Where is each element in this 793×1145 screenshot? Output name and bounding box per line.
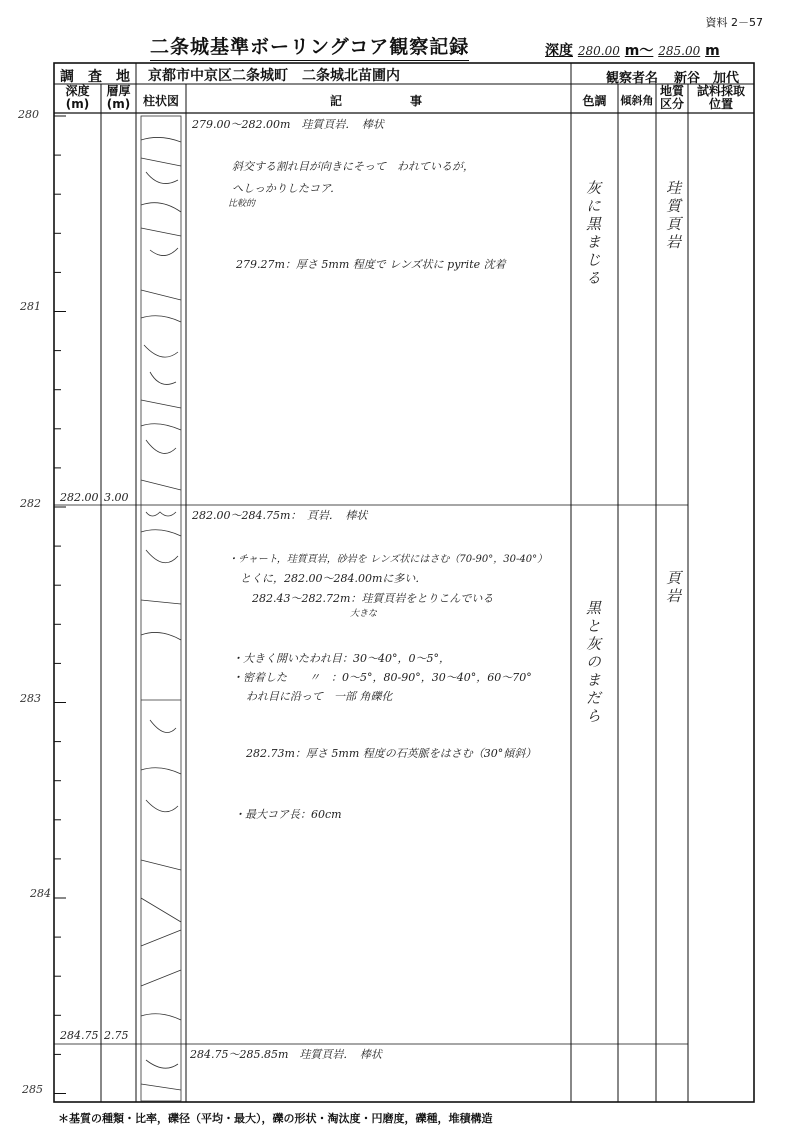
document-reference: 資料 2－57: [705, 16, 763, 29]
depth-range-from: 280.00: [577, 44, 620, 58]
note-line: 279.27m：厚さ 5mm 程度で レンズ状に pyrite 沈着: [236, 258, 506, 271]
color-entry: 黒と灰のまだら: [584, 600, 602, 726]
note-line: われ目に沿って 一部 角礫化: [246, 690, 393, 703]
note-line: ・チャート，珪質頁岩，砂岩を レンズ状にはさむ（70-90°，30-40°）: [228, 554, 548, 565]
header-sample: [688, 85, 754, 111]
footer-note: ＊基質の種類・比率，礫径（平均・最大），礫の形状・淘汰度・円磨度，礫種，堆積構造: [58, 1112, 493, 1125]
header-record-2: 事: [410, 94, 423, 108]
scale-label-284: 284: [30, 887, 51, 900]
depth-range-unit-m: m: [705, 43, 720, 59]
header-depth-unit: (m): [65, 97, 90, 111]
layer-thickness: 3.00: [104, 491, 129, 504]
depth-range-to: 285.00: [658, 44, 701, 58]
note-line: 282.00～284.75m： 頁岩． 棒状: [192, 509, 368, 522]
geology-entry: 珪質頁岩: [664, 180, 682, 252]
note-line: ・最大コア長：60cm: [234, 808, 342, 821]
scale-label-280: 280: [18, 108, 39, 121]
core-column-drawing: [141, 116, 181, 1101]
scale-label-281: 281: [20, 300, 41, 313]
header-sample-1: 試料採取: [696, 84, 745, 98]
note-line: 282.73m：厚さ 5mm 程度の石英脈をはさむ（30°傾斜）: [246, 747, 537, 760]
note-line: 大きな: [350, 609, 378, 619]
header-geology-2: 区分: [659, 97, 684, 111]
depth-range-unit: m～: [624, 43, 654, 59]
header-sample-2: 位置: [708, 97, 733, 111]
note-line: ・密着した 〃 ：0～5°，80-90°，30～40°，60～70°: [232, 671, 532, 684]
note-line: 284.75～285.85m 珪質頁岩． 棒状: [190, 1048, 382, 1061]
note-line: へしっかりしたコア．: [232, 182, 342, 195]
scale-label-285: 285: [22, 1083, 43, 1096]
page-title: 二条城基準ボーリングコア観察記録: [150, 32, 469, 61]
note-line: とくに，282.00～284.00mに多い．: [240, 572, 427, 585]
header-geology: [656, 85, 688, 111]
note-line: 279.00～282.00m 珪質頁岩． 棒状: [192, 118, 384, 131]
header-record-1: 記: [330, 94, 343, 108]
depth-range-label: 深度: [545, 43, 573, 59]
header-geology-1: 地質: [659, 84, 684, 98]
note-line: ・大きく開いたわれ目：30～40°，0～5°，: [232, 652, 450, 665]
observer-name: 新谷 加代: [674, 71, 740, 86]
geology-entry: 頁岩: [664, 570, 682, 606]
scale-label-282: 282: [20, 497, 41, 510]
color-entry: 灰に黒まじる: [584, 180, 602, 288]
site-value: 京都市中京区二条城町 二条城北苗圃内: [148, 68, 400, 84]
header-color: 色調: [582, 94, 607, 108]
layer-thickness: 2.75: [104, 1029, 129, 1042]
note-line: 282.43～282.72m：珪質頁岩をとりこんでいる: [252, 592, 494, 605]
observer-label: 観察者名: [606, 71, 659, 86]
note-line: 比較的: [228, 199, 256, 209]
scale-label-283: 283: [20, 692, 41, 705]
header-thickness-text: 層厚: [106, 84, 131, 98]
note-line: 斜交する割れ目が向きにそって われているが，: [232, 160, 474, 173]
header-depth-text: 深度: [65, 84, 90, 98]
header-dip: 傾斜角: [620, 94, 654, 107]
layer-depth: 282.00: [60, 491, 99, 504]
header-column: 柱状図: [142, 94, 179, 108]
header-depth: [54, 85, 101, 111]
header-thickness: [101, 85, 136, 111]
header-thickness-unit: (m): [106, 97, 131, 111]
layer-depth: 284.75: [60, 1029, 99, 1042]
depth-range: [545, 40, 720, 60]
site-label: 調 査 地: [60, 69, 130, 85]
